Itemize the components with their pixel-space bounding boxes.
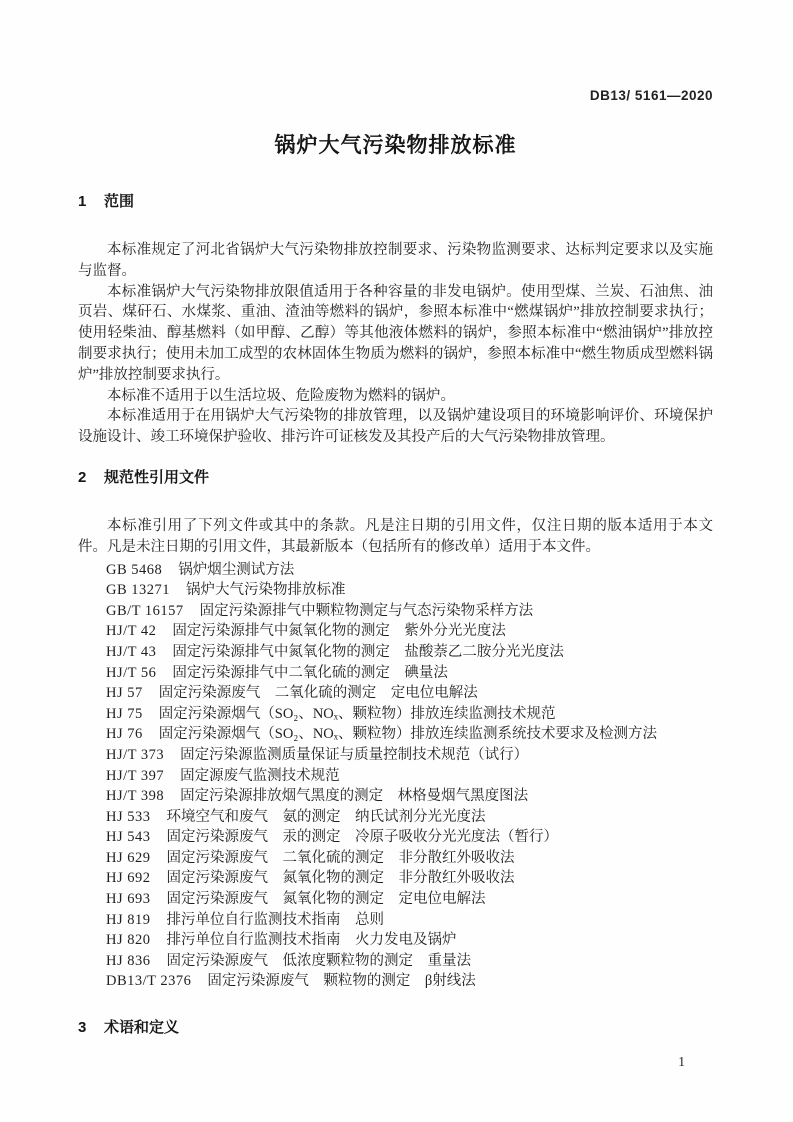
reference-code: HJ 693 <box>106 891 151 908</box>
reference-code: HJ 76 <box>106 726 143 743</box>
section-1-heading <box>78 192 713 212</box>
reference-title: 固定污染源监测质量保证与质量控制技术规范（试行） <box>180 746 529 763</box>
reference-row <box>78 601 713 622</box>
reference-code: HJ/T 56 <box>106 664 157 681</box>
reference-row <box>78 724 713 745</box>
reference-code: HJ/T 42 <box>106 623 157 640</box>
reference-code: HJ 629 <box>106 849 151 866</box>
reference-row <box>78 910 713 931</box>
reference-code: HJ/T 373 <box>106 746 165 763</box>
reference-title: 固定污染源废气 二氧化硫的测定 定电位电解法 <box>158 685 478 702</box>
reference-title: 环境空气和废气 氨的测定 纳氏试剂分光光度法 <box>166 808 486 825</box>
reference-row <box>78 663 713 684</box>
reference-row <box>78 827 713 848</box>
reference-code: GB 5468 <box>106 561 163 578</box>
reference-title: 固定污染源排气中氮氧化物的测定 紫外分光光度法 <box>172 623 506 640</box>
paragraph: 本标准不适用于以生活垃圾、危险废物为燃料的锅炉。 <box>107 387 455 404</box>
reference-title: 固定污染源废气 氮氧化物的测定 定电位电解法 <box>166 891 486 908</box>
reference-title: 固定污染源排气中二氧化硫的测定 碘量法 <box>172 664 448 681</box>
reference-code: HJ/T 397 <box>106 767 165 784</box>
reference-row <box>78 848 713 869</box>
reference-row <box>78 704 713 725</box>
reference-row <box>78 560 713 581</box>
doc-number: DB13/ 5161—2020 <box>589 88 713 103</box>
section-2-number: 2 <box>78 468 87 486</box>
reference-title: 固定污染源排气中颗粒物测定与气态污染物采样方法 <box>199 602 534 619</box>
reference-row <box>78 621 713 642</box>
reference-title: 固定污染源废气 汞的测定 冷原子吸收分光光度法（暂行） <box>166 829 558 846</box>
reference-code: GB/T 16157 <box>106 602 184 619</box>
reference-title: 排污单位自行监测技术指南 火力发电及锅炉 <box>166 932 457 949</box>
section-2-heading <box>78 468 713 488</box>
section-1-number: 1 <box>78 193 87 210</box>
reference-code: HJ 75 <box>106 705 143 722</box>
section-3-number: 3 <box>78 1019 87 1037</box>
reference-title: 固定污染源废气 二氧化硫的测定 非分散红外吸收法 <box>166 849 515 866</box>
reference-row <box>78 868 713 889</box>
section-1-body <box>78 240 713 448</box>
reference-code: HJ/T 43 <box>106 643 157 660</box>
reference-title: 固定源废气监测技术规范 <box>180 767 340 784</box>
section-2-title: 规范性引用文件 <box>104 468 210 486</box>
paragraph: 本标准规定了河北省锅炉大气污染物排放控制要求、污染物监测要求、达标判定要求以及实施与监督。 <box>78 242 713 279</box>
reference-code: HJ/T 398 <box>106 788 165 805</box>
page-title: 锅炉大气污染物排放标准 <box>274 134 517 157</box>
reference-code: GB 13271 <box>106 582 171 599</box>
reference-code: DB13/T 2376 <box>106 973 192 990</box>
reference-title: 固定污染源烟气（SO₂、NOₓ、颗粒物）排放连续监测系统技术要求及检测方法 <box>158 726 657 743</box>
reference-row <box>78 745 713 766</box>
reference-code: HJ 836 <box>106 952 151 969</box>
reference-title: 固定污染源烟气（SO₂、NOₓ、颗粒物）排放连续监测技术规范 <box>158 705 556 722</box>
reference-title: 固定污染源废气 氮氧化物的测定 非分散红外吸收法 <box>166 870 515 887</box>
reference-code: HJ 692 <box>106 870 151 887</box>
reference-code: HJ 543 <box>106 829 151 846</box>
reference-title: 锅炉烟尘测试方法 <box>178 561 295 578</box>
reference-row <box>78 786 713 807</box>
reference-row <box>78 807 713 828</box>
reference-row <box>78 642 713 663</box>
reference-row <box>78 889 713 910</box>
reference-row <box>78 971 713 992</box>
paragraph: 本标准适用于在用锅炉大气污染物的排放管理，以及锅炉建设项目的环境影响评价、环境保护设施设计、竣工环境保护验收、排污许可证核发及其投产后的大气污染物排放管理。 <box>78 408 713 446</box>
section-3-title: 术语和定义 <box>104 1019 180 1037</box>
reference-title: 排污单位自行监测技术指南 总则 <box>166 911 384 928</box>
reference-row <box>78 930 713 951</box>
reference-title: 固定污染源排放烟气黑度的测定 林格曼烟气黑度图法 <box>180 788 529 805</box>
reference-code: HJ 819 <box>106 911 151 928</box>
reference-title: 固定污染源废气 颗粒物的测定 β射线法 <box>207 973 476 990</box>
reference-code: HJ 820 <box>106 932 151 949</box>
section-3-heading <box>78 1018 713 1038</box>
section-1-title: 范围 <box>104 193 135 210</box>
reference-title: 固定污染源废气 低浓度颗粒物的测定 重量法 <box>166 952 471 969</box>
reference-row <box>78 683 713 704</box>
reference-code: HJ 57 <box>106 685 143 702</box>
section-2-intro: 本标准引用了下列文件或其中的条款。凡是注日期的引用文件，仅注日期的版本适用于本文件。凡是未注日期的引用文件，其最新版本（包括所有的修改单）适用于本文件。 <box>78 517 713 555</box>
reference-row <box>78 580 713 601</box>
reference-title: 固定污染源排气中氮氧化物的测定 盐酸萘乙二胺分光光度法 <box>172 643 564 660</box>
reference-code: HJ 533 <box>106 808 151 825</box>
reference-list <box>78 560 713 992</box>
reference-title: 锅炉大气污染物排放标准 <box>186 582 346 599</box>
reference-row <box>78 766 713 787</box>
reference-row <box>78 951 713 972</box>
page-number: 1 <box>678 1054 685 1070</box>
paragraph: 本标准锅炉大气污染物排放限值适用于各种容量的非发电锅炉。使用型煤、兰炭、石油焦、油页岩、煤矸石、水煤浆、重油、渣油等燃料的锅炉，参照本标准中“燃煤锅炉”排放控制要求执行；使用轻柴油、醇基燃料（如甲醇、乙醇）等其他液体燃料的锅炉，参照本标准中“燃油锅炉”排放控制要求执行；使用未加工成型的农林固体生物质为燃料的锅炉，参照本标准中“燃生物质成型燃料锅炉”排放控制要求执行。 <box>78 283 713 383</box>
